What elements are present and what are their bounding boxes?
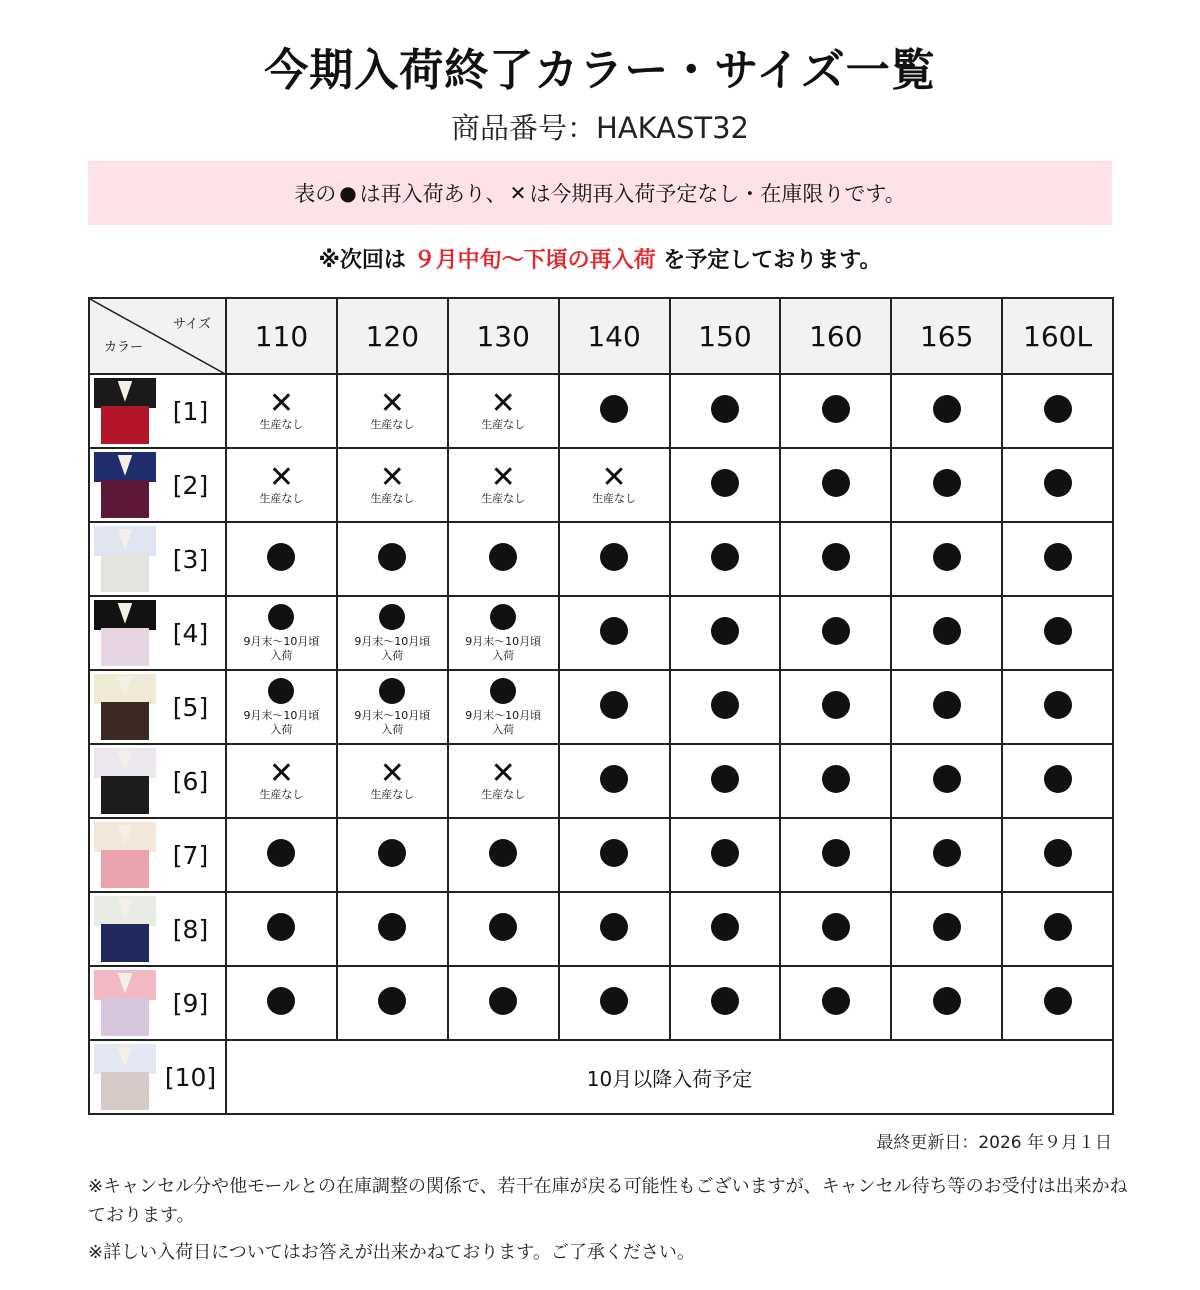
stock-cell-restock [337,966,448,1040]
size-axis-label: サイズ [173,317,211,332]
stock-cell-restock [559,966,670,1040]
restock-dot-icon [822,543,850,571]
color-cell [89,448,226,522]
restock-dot-icon [1044,913,1072,941]
stock-cell-restock [670,374,781,448]
stock-cell-restock [559,522,670,596]
restock-dot-icon [600,765,628,793]
restock-dot-icon [711,543,739,571]
color-cell [89,522,226,596]
stock-cell-restock [559,892,670,966]
stock-cell-restock [1002,966,1113,1040]
stock-cell-restock [448,818,559,892]
restock-dot-icon [379,678,405,704]
cross-icon: ✕ [379,386,405,421]
restock-period-note: 9月末〜10月頃 [243,634,320,648]
stock-cell-restock [448,892,559,966]
stock-cell-restock [780,596,891,670]
page-title: 今期入荷終了カラー・サイズ一覧 [264,45,936,96]
restock-dot-icon [600,543,628,571]
restock-dot-icon [489,839,517,867]
stock-cell-discontinued [226,374,337,448]
color-cell-content [90,746,225,816]
discontinued-note: 生産なし [259,788,304,801]
color-cell [89,966,226,1040]
cross-icon: ✕ [601,460,627,495]
stock-cell-restock [337,522,448,596]
hakama-skirt-swatch [101,850,148,888]
stock-cell-delayed [448,596,559,670]
hakama-thumbnail [94,822,156,888]
stock-cell-discontinued [337,744,448,818]
restock-dot-icon [711,987,739,1015]
stock-cell-restock [670,522,781,596]
stock-cell-restock [670,744,781,818]
stock-cell-restock [337,892,448,966]
restock-dot-icon [600,395,628,423]
restock-dot-icon [378,543,406,571]
hakama-thumbnail [94,748,156,814]
table-row [89,744,1113,818]
restock-dot-icon [711,691,739,719]
stock-cell-restock [337,818,448,892]
restock-dot-icon [933,691,961,719]
stock-cell-restock [559,596,670,670]
discontinued-note: 生産なし [370,788,415,801]
stock-cell-restock [670,892,781,966]
cross-icon: ✕ [490,460,516,495]
cross-icon: ✕ [268,460,294,495]
cross-icon: ✕ [379,756,405,791]
stock-cell-restock [670,670,781,744]
stock-cell-discontinued [448,374,559,448]
legend-notice [88,161,1112,225]
stock-cell-restock [226,966,337,1040]
table-row [89,966,1113,1040]
table-row [89,818,1113,892]
size-header: 165 [891,298,1002,374]
restock-period-note: 9月末〜10月頃 [243,708,320,722]
stock-cell-restock [1002,522,1113,596]
hakama-thumbnail [94,452,156,518]
restock-dot-icon [933,987,961,1015]
restock-dot-icon [933,765,961,793]
restock-dot-icon [378,987,406,1015]
discontinued-note: 生産なし [481,492,526,505]
hakama-thumbnail [94,378,156,444]
next-restock-highlight: ９月中旬〜下頃の再入荷 [413,248,656,273]
hakama-skirt-swatch [101,480,148,518]
stock-cell-discontinued [448,744,559,818]
restock-dot-icon [268,604,294,630]
stock-cell-restock [559,744,670,818]
restock-dot-icon [933,543,961,571]
stock-cell-restock [670,448,781,522]
restock-dot-icon [822,765,850,793]
discontinued-note: 生産なし [481,418,526,431]
stock-cell-restock [1002,448,1113,522]
table-row [89,522,1113,596]
stock-cell-restock [891,596,1002,670]
legend-prefix: 表の [294,182,337,206]
size-header: 150 [670,298,781,374]
discontinued-note: 生産なし [481,788,526,801]
restock-dot-icon [490,678,516,704]
size-header: 140 [559,298,670,374]
restock-dot-icon [268,678,294,704]
color-label: [5] [172,692,209,722]
stock-cell-restock [559,670,670,744]
restock-arrival-note: 入荷 [492,648,515,662]
color-label: [9] [172,988,209,1018]
stock-cell-restock [226,892,337,966]
restock-arrival-note: 入荷 [270,648,293,662]
stock-cell-delayed [337,596,448,670]
stock-cell-discontinued [337,374,448,448]
discontinued-note: 生産なし [370,418,415,431]
color-cell-content [90,598,225,668]
hakama-thumbnail [94,1044,156,1110]
table-row [89,1040,1113,1114]
restock-dot-icon [267,543,295,571]
restock-dot-icon [1044,617,1072,645]
stock-cell-delayed [337,670,448,744]
restock-dot-icon [489,987,517,1015]
restock-dot-icon [489,913,517,941]
stock-table-body [89,374,1113,1114]
table-row [89,596,1113,670]
restock-dot-icon [1044,691,1072,719]
restock-dot-icon [267,913,295,941]
stock-cell-restock [670,596,781,670]
hakama-skirt-swatch [101,554,148,592]
restock-dot-icon [1044,987,1072,1015]
restock-arrival-note: 入荷 [381,722,404,736]
stock-table [88,297,1114,1115]
color-label: [7] [172,840,209,870]
stock-cell-discontinued [226,744,337,818]
color-cell-content [90,376,225,446]
restock-arrival-note: 入荷 [381,648,404,662]
stock-cell-delayed [226,596,337,670]
restock-arrival-note: 入荷 [492,722,515,736]
color-cell [89,374,226,448]
stock-cell-restock [1002,744,1113,818]
restock-dot-icon [933,839,961,867]
stock-cell-restock [891,448,1002,522]
restock-dot-icon [933,469,961,497]
stock-cell-restock [1002,670,1113,744]
restock-dot-icon [378,913,406,941]
footnote-cancellation: ※キャンセル分や他モールとの在庫調整の関係で、若干在庫が戻る可能性もございますが、キャンセル待ち等のお受付は出来かねております。 [88,1176,1128,1226]
stock-cell-discontinued [448,448,559,522]
stock-cell-restock [891,966,1002,1040]
next-restock-note [0,243,1200,274]
cross-icon: ✕ [268,386,294,421]
restock-dot-icon [267,987,295,1015]
table-row [89,374,1113,448]
stock-cell-discontinued [337,448,448,522]
restock-dot-icon [822,691,850,719]
restock-dot-icon [490,604,516,630]
stock-cell-restock [559,818,670,892]
hakama-thumbnail [94,526,156,592]
restock-dot-icon [1044,395,1072,423]
restock-period-note: 9月末〜10月頃 [465,634,542,648]
hakama-skirt-swatch [101,998,148,1036]
color-label: [10] [164,1062,217,1092]
restock-dot-icon [711,617,739,645]
size-header-row [89,298,1113,374]
stock-cell-restock [1002,374,1113,448]
hakama-thumbnail [94,896,156,962]
discontinued-note: 生産なし [259,492,304,505]
restock-dot-icon [1044,765,1072,793]
restock-dot-icon [600,617,628,645]
cross-icon: ✕ [509,181,527,205]
color-label: [4] [172,618,209,648]
restock-dot-icon [711,469,739,497]
stock-cell-delayed [448,670,559,744]
cross-icon: ✕ [268,756,294,791]
stock-cell-discontinued [559,448,670,522]
product-number: 商品番号：HAKAST32 [450,111,749,145]
restock-dot-icon [822,617,850,645]
stock-cell-restock [226,522,337,596]
color-cell [89,818,226,892]
last-updated: 最終更新日：2026 年９月１日 [876,1133,1112,1153]
stock-cell-delayed [226,670,337,744]
restock-dot-icon [822,913,850,941]
stock-cell-restock [891,744,1002,818]
hakama-skirt-swatch [101,406,148,444]
hakama-skirt-swatch [101,776,148,814]
color-cell-content [90,1042,225,1112]
color-cell [89,1040,226,1114]
stock-cell-restock [780,522,891,596]
restock-dot-icon [711,913,739,941]
restock-dot-icon [600,839,628,867]
restock-dot-icon [378,839,406,867]
color-cell [89,670,226,744]
stock-cell-restock [891,670,1002,744]
restock-period-note: 9月末〜10月頃 [465,708,542,722]
restock-period-note: 9月末〜10月頃 [354,708,431,722]
hakama-thumbnail [94,674,156,740]
restock-dot-icon [1044,839,1072,867]
color-axis-label: カラー [104,340,144,355]
restock-dot-icon [711,839,739,867]
restock-dot-icon [267,839,295,867]
color-cell-content [90,524,225,594]
stock-cell-restock [891,522,1002,596]
color-label: [1] [172,396,209,426]
restock-dot-icon [933,395,961,423]
stock-cell-restock [559,374,670,448]
restock-dot-icon [822,987,850,1015]
color-cell-content [90,894,225,964]
restock-dot-icon [379,604,405,630]
stock-cell-restock [780,670,891,744]
next-restock-suffix: を予定しております。 [663,248,882,273]
table-row [89,892,1113,966]
hakama-skirt-swatch [101,628,148,666]
restock-dot-icon [1044,543,1072,571]
stock-cell-restock [670,818,781,892]
stock-cell-restock [448,966,559,1040]
discontinued-note: 生産なし [259,418,304,431]
size-header: 160 [780,298,891,374]
stock-cell-restock [780,966,891,1040]
hakama-skirt-swatch [101,924,148,962]
table-corner-cell [89,298,226,374]
restock-dot-icon [711,765,739,793]
stock-cell-restock [780,744,891,818]
stock-cell-restock [780,892,891,966]
color-cell [89,596,226,670]
restock-dot-icon [933,617,961,645]
discontinued-note: 生産なし [592,492,637,505]
legend-suffix: は今期再入荷予定なし・在庫限りです。 [529,182,906,206]
color-cell-content [90,450,225,520]
color-label: [2] [172,470,209,500]
stock-cell-discontinued [226,448,337,522]
cross-icon: ✕ [490,386,516,421]
restock-dot-icon [822,395,850,423]
color-cell-content [90,820,225,890]
hakama-thumbnail [94,600,156,666]
stock-cell-restock [1002,818,1113,892]
color-label: [3] [172,544,209,574]
footnote-restock-date: ※詳しい入荷日についてはお答えが出来かねております。ご了承ください。 [88,1242,695,1263]
size-header: 160L [1002,298,1113,374]
discontinued-note: 生産なし [370,492,415,505]
size-header: 130 [448,298,559,374]
cross-icon: ✕ [490,756,516,791]
restock-dot-icon [489,543,517,571]
restock-dot-icon [600,913,628,941]
hakama-thumbnail [94,970,156,1036]
color-cell-content [90,672,225,742]
restock-dot-icon [933,913,961,941]
stock-cell-restock [448,522,559,596]
restock-period-note: 9月末〜10月頃 [354,634,431,648]
stock-cell-restock [226,818,337,892]
color-cell [89,744,226,818]
hakama-skirt-swatch [101,702,148,740]
stock-cell-restock [780,374,891,448]
dot-icon: ● [339,181,357,205]
hakama-skirt-swatch [101,1072,148,1110]
color-label: [8] [172,914,209,944]
stock-cell-restock [891,374,1002,448]
stock-cell-restock [891,892,1002,966]
legend-mid: は再入荷あり、 [359,182,507,206]
table-row [89,670,1113,744]
restock-dot-icon [822,839,850,867]
stock-cell-restock [780,818,891,892]
size-header: 110 [226,298,337,374]
stock-cell-restock [1002,596,1113,670]
restock-arrival-note: 入荷 [270,722,293,736]
restock-dot-icon [822,469,850,497]
restock-dot-icon [711,395,739,423]
restock-dot-icon [600,987,628,1015]
stock-cell-restock [780,448,891,522]
color-label: [6] [172,766,209,796]
table-row [89,448,1113,522]
stock-cell-restock [891,818,1002,892]
restock-dot-icon [1044,469,1072,497]
next-restock-prefix: ※次回は [318,248,406,273]
restock-planned-cell: 10月以降入荷予定 [226,1040,1113,1114]
cross-icon: ✕ [379,460,405,495]
restock-dot-icon [600,691,628,719]
color-cell-content [90,968,225,1038]
stock-cell-restock [670,966,781,1040]
size-header: 120 [337,298,448,374]
color-cell [89,892,226,966]
stock-cell-restock [1002,892,1113,966]
